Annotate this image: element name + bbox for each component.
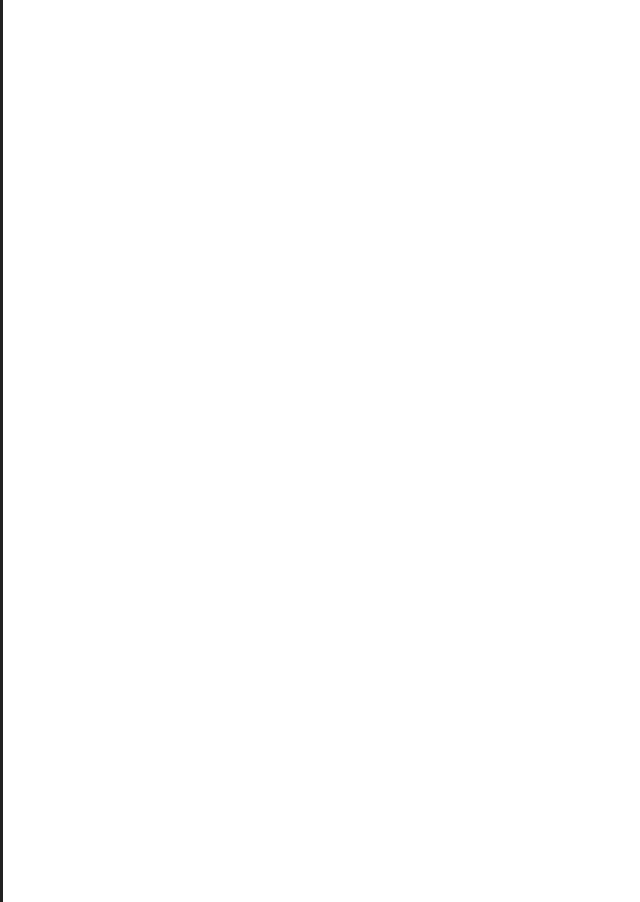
scan-edge — [0, 0, 3, 902]
